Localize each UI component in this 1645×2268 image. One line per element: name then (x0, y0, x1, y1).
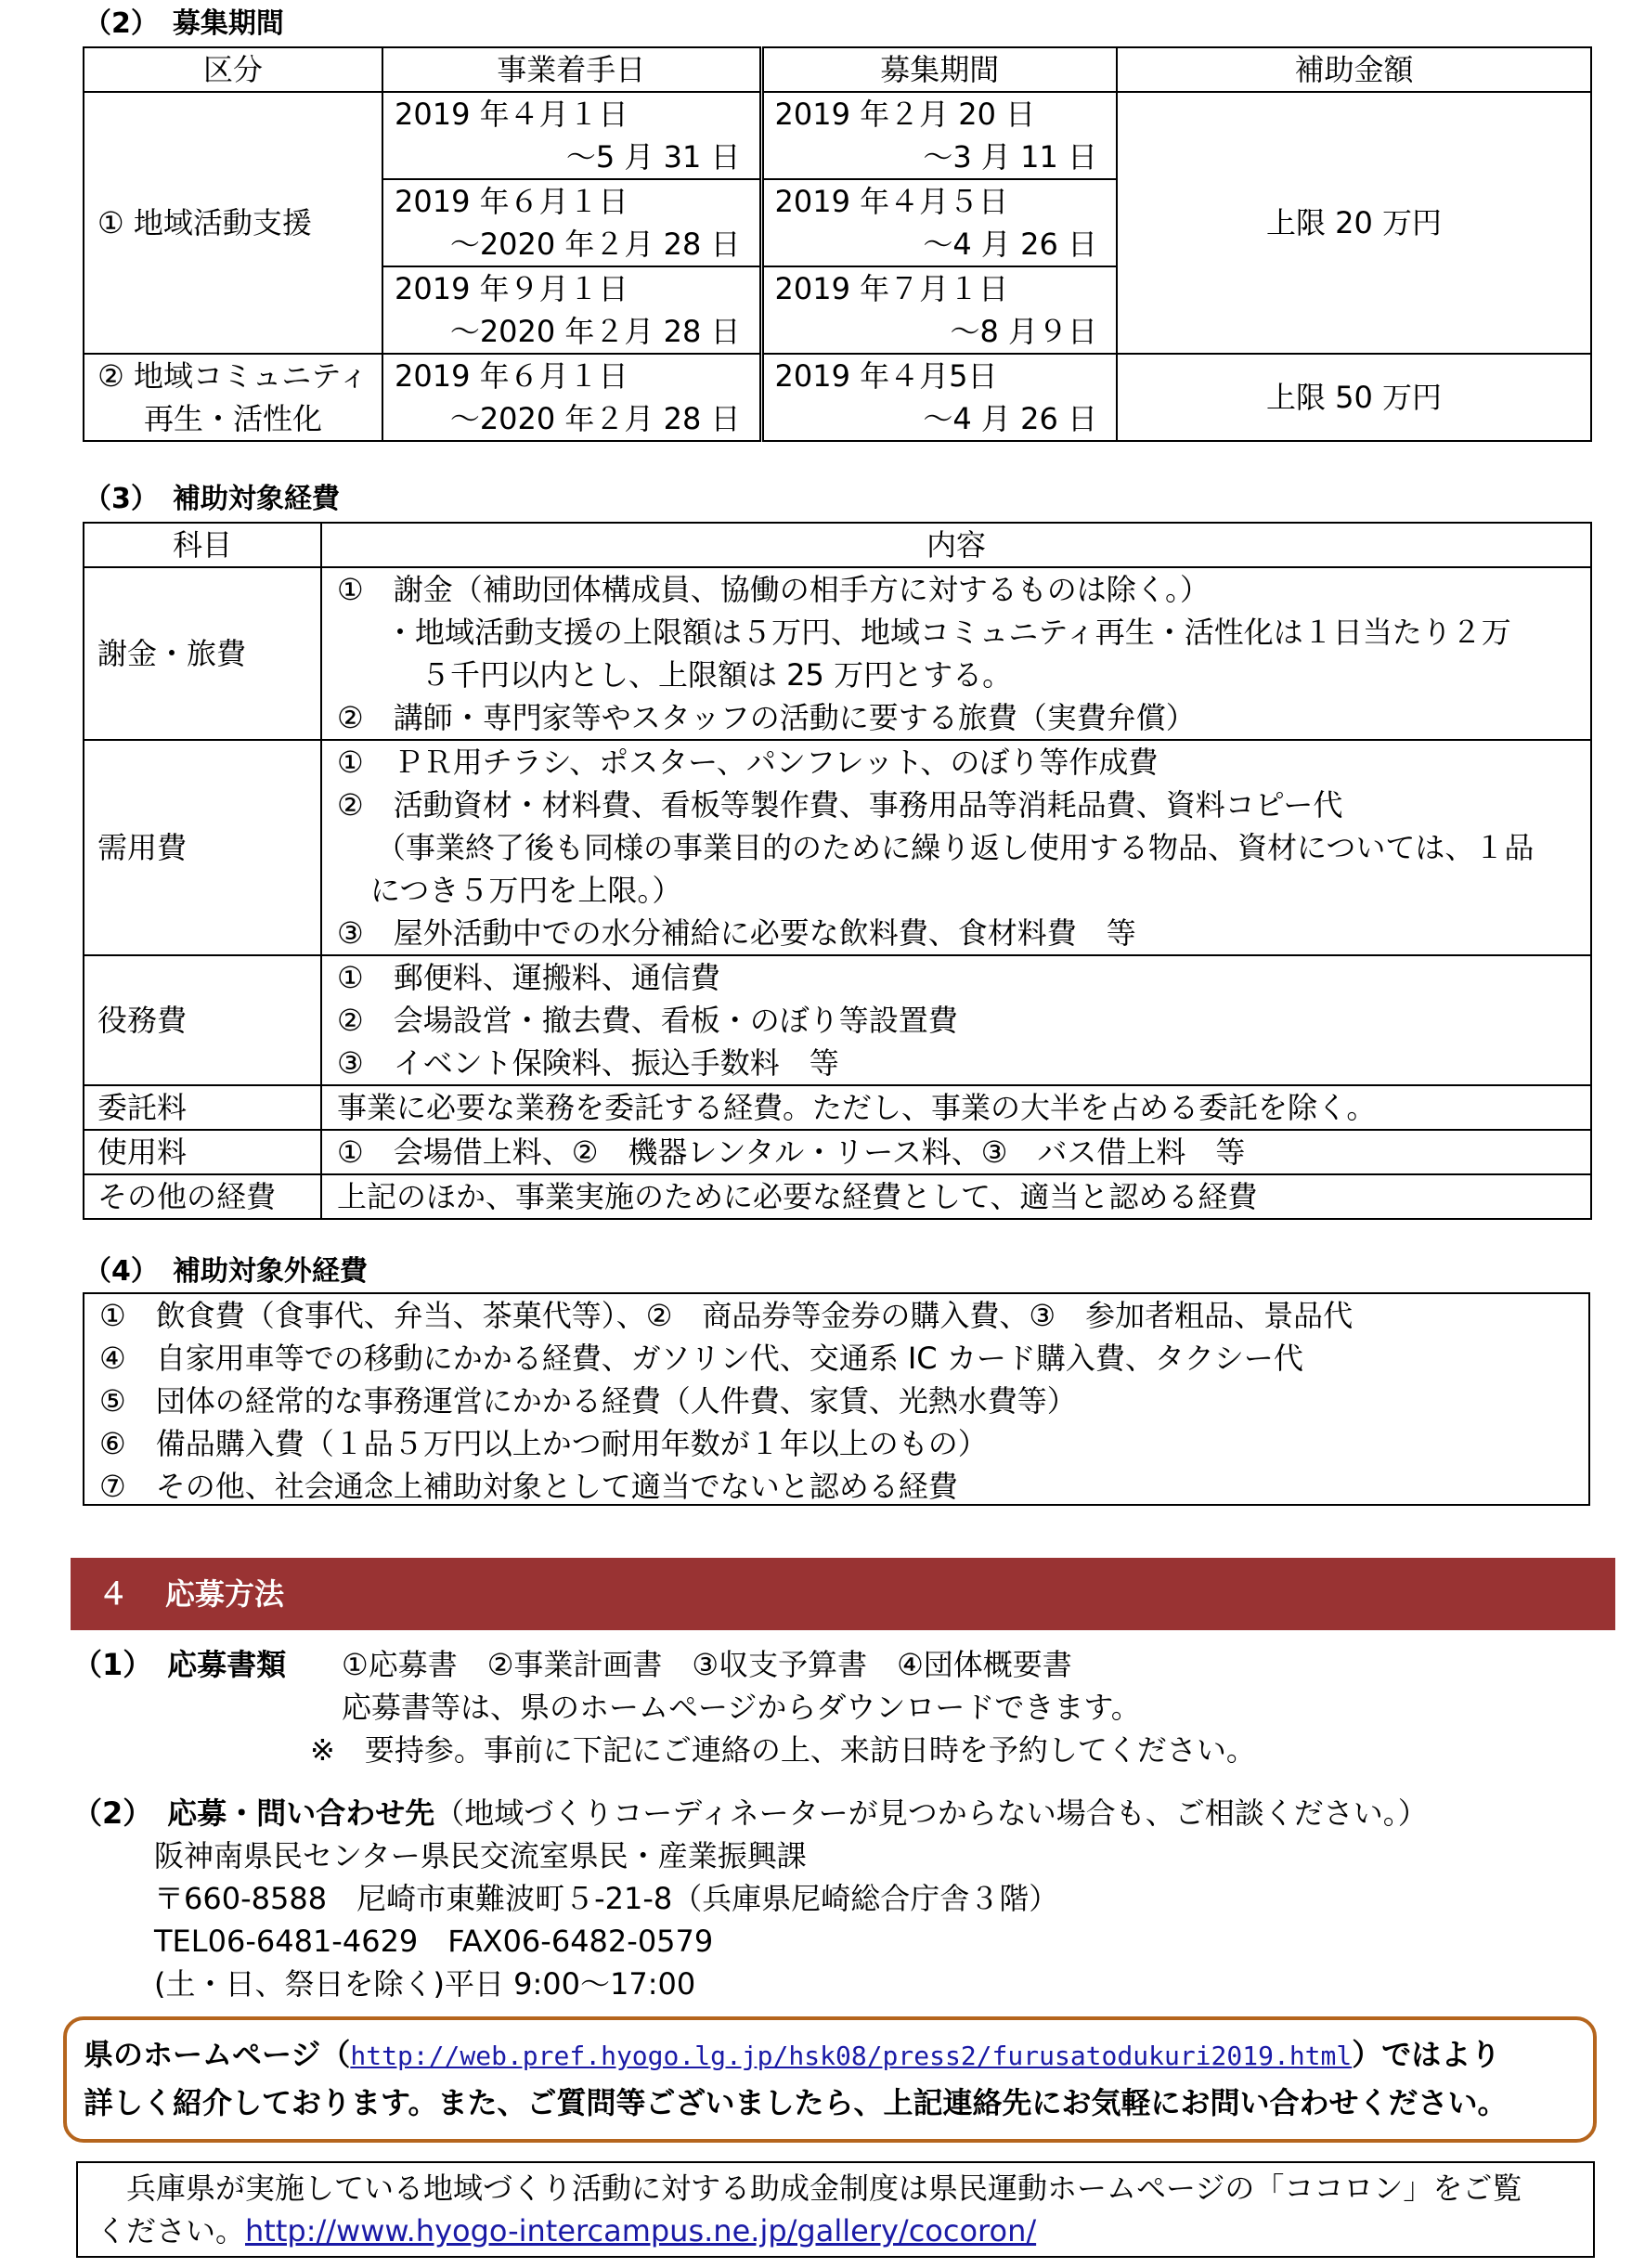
period-category-1: ① 地域活動支援 (84, 92, 382, 354)
docs-label: （1） 応募書類 (72, 1647, 287, 1682)
prefecture-homepage-link[interactable]: http://web.pref.hyogo.lg.jp/hsk08/press2/furusatodukuri2019.html (350, 2041, 1353, 2071)
section-4-number: ４ (98, 1576, 129, 1612)
period-start-cell: 2019 年６月１日 ～2020 年２月 28 日 (382, 179, 761, 266)
list-item: ⑦ その他、社会通念上補助対象として適当でないと認める経費 (99, 1469, 958, 1504)
period-recruit-cell: 2019 年２月 20 日 ～3 月 11 日 (761, 92, 1117, 179)
period-recruit-cell: 2019 年４月5日 ～4 月 26 日 (761, 354, 1117, 441)
eligible-content: ① 謝金（補助団体構成員、協働の相手方に対するものは除く。） ・地域活動支援の上限額は５万円、地域コミュニティ再生・活性化は１日当たり２万 ５千円以内とし、上限額は 25 万円とする。 ② 講師・専門家等やスタッフの活動に要する旅費（実費弁償） (321, 567, 1591, 740)
contact-tel-fax: TEL06-6481-4629 FAX06-6482-0579 (154, 1924, 714, 1959)
eligible-content: ① 会場借上料、② 機器レンタル・リース料、③ バス借上料 等 (321, 1130, 1591, 1174)
table-row (84, 1085, 1591, 1130)
cocoron-info-box (76, 2161, 1595, 2258)
eligible-label: 役務費 (84, 955, 321, 1085)
period-header-amount: 補助金額 (1117, 47, 1591, 92)
eligible-content: ① ＰＲ用チラシ、ポスター、パンフレット、のぼり等作成費 ② 活動資材・材料費、看板等製作費、事務用品等消耗品費、資料コピー代 （事業終了後も同様の事業目的のために繰り返し使用する物品、資材については、１品 につき５万円を上限。） ③ 屋外活動中での水分補給に必要な飲料費、食材料費 等 (321, 740, 1591, 955)
period-header-row (84, 47, 1591, 92)
table-row (84, 1130, 1591, 1174)
table-row (84, 955, 1591, 1085)
eligible-header-row (84, 523, 1591, 567)
table-row (84, 740, 1591, 955)
contact-label-note: （地域づくりコーディネーターが見つからない場合も、ご相談ください。） (434, 1795, 1428, 1831)
contact-address: 〒660-8588 尼崎市東難波町５-21-8（兵庫県尼崎総合庁舎３階） (154, 1881, 1059, 1916)
homepage-notice-box (63, 2016, 1597, 2143)
cocoron-info-line-2: ください。http://www.hyogo-intercampus.ne.jp/gallery/cocoron/ (97, 2213, 1037, 2249)
docs-items: ①応募書 ②事業計画書 ③収支予算書 ④団体概要書 (342, 1647, 1072, 1682)
period-header-category: 区分 (84, 47, 382, 92)
eligible-content: 事業に必要な業務を委託する経費。ただし、事業の大半を占める委託を除く。 (321, 1085, 1591, 1130)
eligible-heading: （3） 補助対象経費 (84, 483, 340, 515)
period-recruit-cell: 2019 年７月１日 ～8 月９日 (761, 266, 1117, 354)
eligible-table (83, 522, 1592, 1220)
docs-note-download: 応募書等は、県のホームページからダウンロードできます。 (342, 1690, 1141, 1725)
section-4-title: 応募方法 (165, 1576, 285, 1612)
eligible-label: 使用料 (84, 1130, 321, 1174)
period-start-cell: 2019 年９月１日 ～2020 年２月 28 日 (382, 266, 761, 354)
contact-org: 阪神南県民センター県民交流室県民・産業振興課 (154, 1838, 807, 1873)
period-header-start: 事業着手日 (382, 47, 761, 92)
period-row (84, 92, 1591, 179)
section-4-banner (71, 1558, 1615, 1630)
eligible-header-item: 科目 (84, 523, 321, 567)
eligible-label: 謝金・旅費 (84, 567, 321, 740)
contact-heading-line (72, 1792, 1428, 1834)
period-amount-2: 上限 50 万円 (1117, 354, 1591, 441)
eligible-header-content: 内容 (321, 523, 1591, 567)
contact-label: （2） 応募・問い合わせ先 (72, 1795, 435, 1831)
period-table (83, 46, 1592, 442)
period-category-2: ② 地域コミュニティ 再生・活性化 (84, 354, 382, 441)
homepage-notice-line-2: 詳しく紹介しております。また、ご質問等ございましたら、上記連絡先にお気軽にお問い合わせください。 (84, 2085, 1508, 2120)
ineligible-heading: （4） 補助対象外経費 (84, 1255, 368, 1288)
cocoron-info-line-1: 兵庫県が実施している地域づくり活動に対する助成金制度は県民運動ホームページの「ココロン」をご覧 (126, 2171, 1522, 2206)
homepage-notice-line-1: 県のホームページ（http://web.pref.hyogo.lg.jp/hsk08/press2/furusatodukuri2019.html）ではより (84, 2037, 1501, 2072)
eligible-content: 上記のほか、事業実施のために必要な経費として、適当と認める経費 (321, 1174, 1591, 1219)
period-heading: （2） 募集期間 (84, 7, 284, 40)
period-recruit-cell: 2019 年４月５日 ～4 月 26 日 (761, 179, 1117, 266)
period-header-recruit: 募集期間 (761, 47, 1117, 92)
cocoron-link[interactable]: http://www.hyogo-intercampus.ne.jp/gallery/cocoron/ (245, 2213, 1037, 2249)
list-item: ⑤ 団体の経常的な事務運営にかかる経費（人件費、家賃、光熱水費等） (99, 1383, 1077, 1419)
contact-hours: (土・日、祭日を除く)平日 9:00～17:00 (154, 1966, 696, 2002)
ineligible-box (83, 1292, 1590, 1506)
period-start-cell: 2019 年４月１日 ～5 月 31 日 (382, 92, 761, 179)
eligible-content: ① 郵便料、運搬料、通信費 ② 会場設営・撤去費、看板・のぼり等設置費 ③ イベント保険料、振込手数料 等 (321, 955, 1591, 1085)
eligible-label: その他の経費 (84, 1174, 321, 1219)
table-row (84, 1174, 1591, 1219)
period-start-cell: 2019 年６月１日 ～2020 年２月 28 日 (382, 354, 761, 441)
docs-note-bring: ※ 要持参。事前に下記にご連絡の上、来訪日時を予約してください。 (310, 1732, 1256, 1768)
period-amount-1: 上限 20 万円 (1117, 92, 1591, 354)
eligible-label: 委託料 (84, 1085, 321, 1130)
list-item: ⑥ 備品購入費（１品５万円以上かつ耐用年数が１年以上のもの） (99, 1426, 988, 1461)
list-item: ① 飲食費（食事代、弁当、茶菓代等）、② 商品券等金券の購入費、③ 参加者粗品、景品代 (99, 1298, 1354, 1333)
list-item: ④ 自家用車等での移動にかかる経費、ガソリン代、交通系 IC カード購入費、タクシー代 (99, 1341, 1303, 1376)
period-row (84, 354, 1591, 441)
eligible-label: 需用費 (84, 740, 321, 955)
table-row (84, 567, 1591, 740)
